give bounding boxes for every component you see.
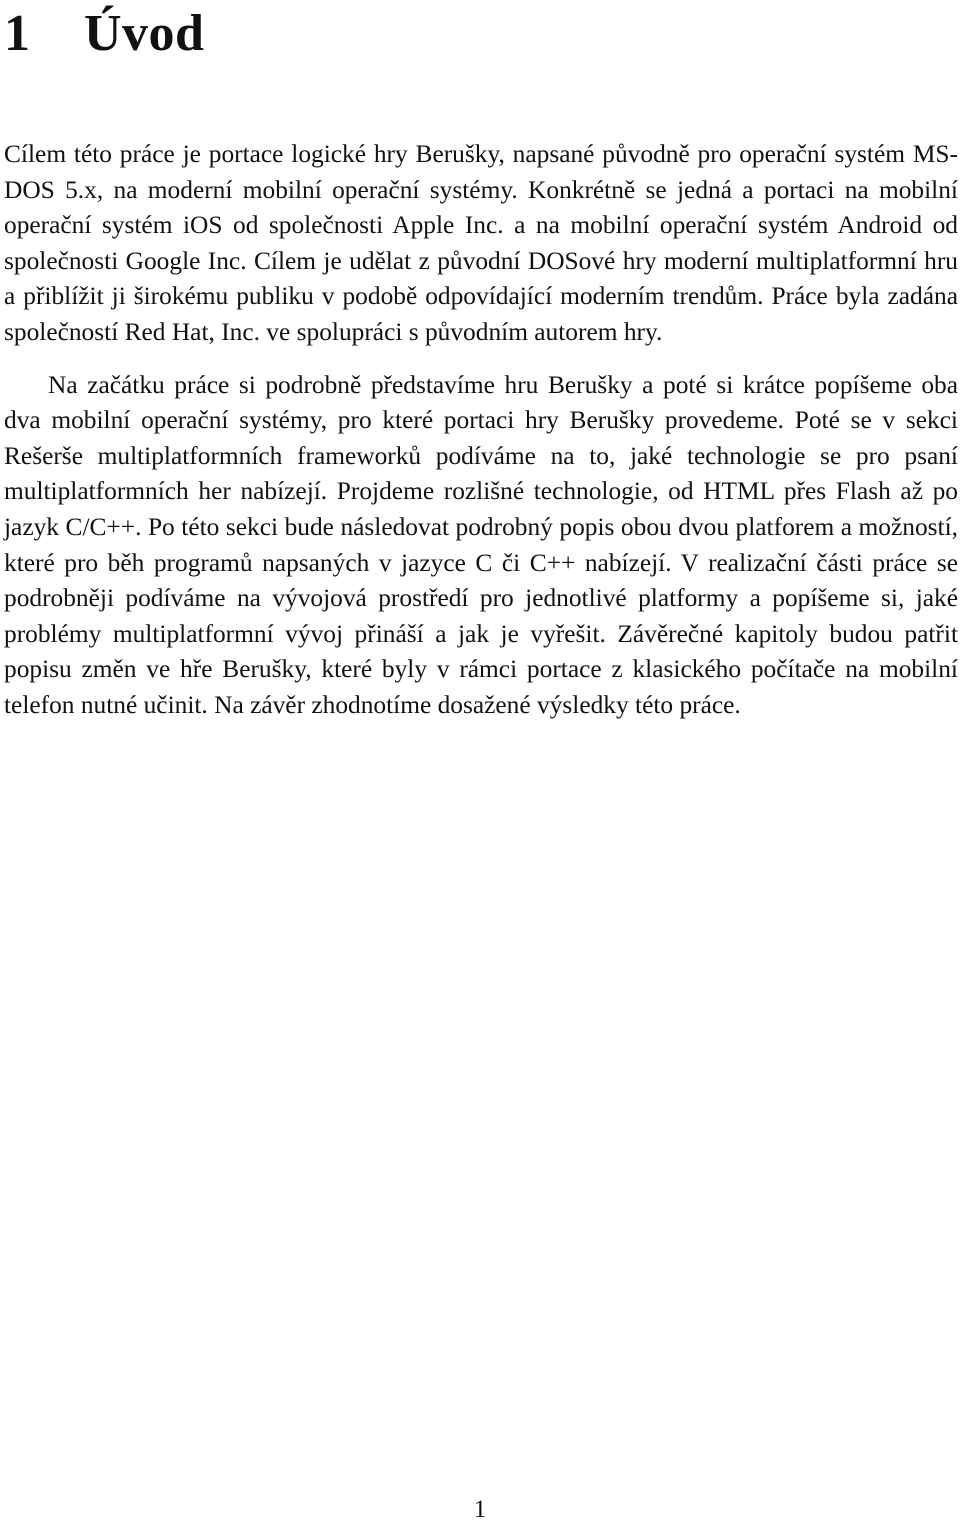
chapter-number: 1 bbox=[4, 5, 31, 62]
page-number: 1 bbox=[473, 1496, 487, 1523]
chapter-title: Úvod bbox=[84, 5, 205, 62]
body-text bbox=[4, 137, 958, 724]
paragraph-intro: Cílem této práce je portace logické hry Berušky, napsané původně pro operační systém MS-DOS 5.x, na moderní mobilní operační systémy. Konkrétně se jedná a portaci na mobilní operační systém iOS od společnosti Apple Inc. a na mobilní operační systém Android od společnosti Google Inc. Cílem je udělat z původní DOSové hry moderní multiplatformní hru a přiblížit ji širokému publiku v podobě odpovídající moderním trendům. Práce byla zadána společností Red Hat, Inc. ve spolupráci s původním autorem hry. bbox=[4, 140, 958, 346]
paragraph-outline: Na začátku práce si podrobně představíme hru Berušky a poté si krátce popíšeme oba dva mobilní operační systémy, pro které portaci hry Berušky provedeme. Poté se v sekci Rešerše multiplatformních frameworků podíváme na to, jaké technologie se pro psaní multiplatformních her nabízejí. Projdeme rozlišné technologie, od HTML přes Flash až po jazyk C/C++. Po této sekci bude následovat podrobný popis obou dvou platforem a možností, které pro běh programů napsaných v jazyce C či C++ nabízejí. V realizační části práce se podrobněji podíváme na vývojová prostředí pro jednotlivé platformy a popíšeme si, jaké problémy multiplatformní vývoj přináší a jak je vyřešit. Závěrečné kapitoly budou patřit popisu změn ve hře Berušky, které byly v rámci portace z klasického počítače na mobilní telefon nutné učinit. Na závěr zhodnotíme dosažené výsledky této práce. bbox=[4, 370, 958, 719]
chapter-heading bbox=[4, 2, 204, 66]
